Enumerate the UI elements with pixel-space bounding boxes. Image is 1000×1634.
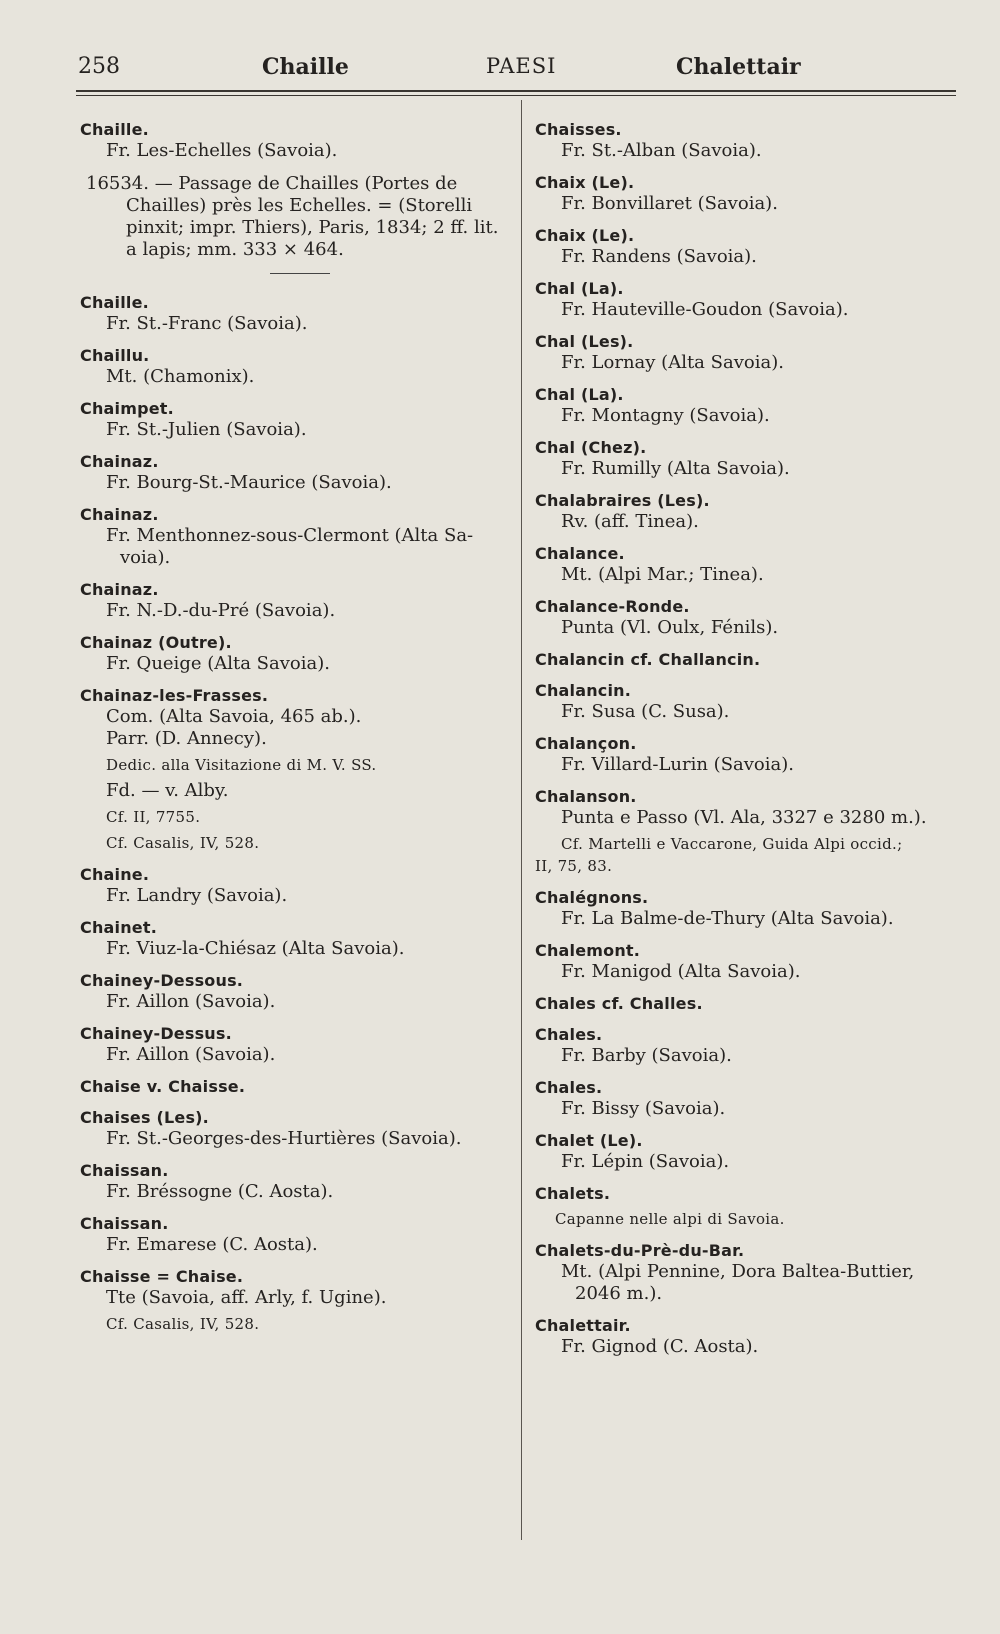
entry-heading: Chaimpet. <box>80 399 174 418</box>
entry-heading: Chaissan. <box>80 1161 169 1180</box>
entry-line: Fr. Queige (Alta Savoia). <box>106 653 330 674</box>
gazetteer-entry <box>80 120 510 162</box>
running-head-right: Chalettair <box>676 54 801 80</box>
entry-line: Fr. Les-Echelles (Savoia). <box>106 140 338 161</box>
entry-line: Fr. St.-Alban (Savoia). <box>561 140 762 161</box>
entry-body: 16534. — Passage de Chailles (Portes de Chailles) près les Echelles. = (Storelli pinxit; impr. Thiers), Paris, 1834; 2 ff. lit. a lapis; mm. 333 × 464. <box>86 173 499 260</box>
entry-heading: Chaille. <box>80 120 149 139</box>
entry-heading: Chalance. <box>535 544 625 563</box>
entry-heading: Chal (Les). <box>535 332 634 351</box>
entry-heading: Chalets. <box>535 1184 611 1203</box>
entry-line: Fr. St.-Julien (Savoia). <box>106 419 307 440</box>
gazetteer-entry <box>80 580 510 622</box>
gazetteer-entry <box>80 1161 510 1203</box>
entry-note: Cf. II, 7755. <box>106 808 201 826</box>
entry-heading: Chaillu. <box>80 346 150 365</box>
entry-note: Capanne nelle alpi di Savoia. <box>555 1210 785 1228</box>
entry-heading: Chales. <box>535 1078 603 1097</box>
gazetteer-entry <box>80 686 510 854</box>
entry-heading: Chalégnons. <box>535 888 649 907</box>
gazetteer-entry <box>535 787 955 877</box>
entry-note: Dedic. alla Visitazione di M. V. SS. <box>106 756 377 774</box>
entry-heading: Chales. <box>535 1025 603 1044</box>
entry-line: Parr. (D. Annecy). <box>106 728 267 749</box>
gazetteer-entry <box>80 633 510 675</box>
catalog-entry <box>80 173 510 274</box>
running-head-left: Chaille <box>262 54 349 80</box>
entry-line: Rv. (aff. Tinea). <box>561 511 699 532</box>
gazetteer-entry <box>80 918 510 960</box>
gazetteer-entry <box>535 734 955 776</box>
entry-heading: Chales cf. Challes. <box>535 994 703 1013</box>
entry-line: Fr. La Balme-de-Thury (Alta Savoia). <box>561 908 894 929</box>
entry-heading: Chalancin. <box>535 681 632 700</box>
gazetteer-entry <box>535 681 955 723</box>
entry-heading: Chaisses. <box>535 120 622 139</box>
entry-heading: Chainey-Dessous. <box>80 971 244 990</box>
entry-line: Fr. Landry (Savoia). <box>106 885 288 906</box>
gazetteer-entry <box>80 293 510 335</box>
entry-line: Fr. Viuz-la-Chiésaz (Alta Savoia). <box>106 938 405 959</box>
entry-line: Fr. Villard-Lurin (Savoia). <box>561 754 794 775</box>
gazetteer-entry <box>80 1024 510 1066</box>
entry-heading: Chalets-du-Prè-du-Bar. <box>535 1241 745 1260</box>
entry-line: Fr. Barby (Savoia). <box>561 1045 732 1066</box>
entry-line: Mt. (Alpi Mar.; Tinea). <box>561 564 764 585</box>
entry-heading: Chaisse = Chaise. <box>80 1267 244 1286</box>
short-rule <box>270 273 330 274</box>
entry-heading: Chalemont. <box>535 941 641 960</box>
gazetteer-entry <box>80 1214 510 1256</box>
entry-heading: Chainaz (Outre). <box>80 633 232 652</box>
entry-heading: Chainey-Dessus. <box>80 1024 232 1043</box>
entry-line: Fr. Gignod (C. Aosta). <box>561 1336 759 1357</box>
entry-line: Fr. Bonvillaret (Savoia). <box>561 193 778 214</box>
gazetteer-entry <box>535 226 955 268</box>
entry-line: Fr. St.-Franc (Savoia). <box>106 313 308 334</box>
entry-heading: Chaille. <box>80 293 149 312</box>
gazetteer-entry <box>535 650 955 670</box>
column-divider <box>521 100 522 1540</box>
entry-line: Fr. St.-Georges-des-Hurtières (Savoia). <box>106 1128 462 1149</box>
gazetteer-entry <box>535 173 955 215</box>
gazetteer-entry <box>80 971 510 1013</box>
entry-line: 2046 m.). <box>575 1283 663 1304</box>
right-column <box>535 120 955 1369</box>
entry-line: Fr. Hauteville-Goudon (Savoia). <box>561 299 849 320</box>
entry-line: Fr. Lépin (Savoia). <box>561 1151 730 1172</box>
entry-line: Fr. Manigod (Alta Savoia). <box>561 961 801 982</box>
entry-line: Fr. Aillon (Savoia). <box>106 991 276 1012</box>
entry-heading: Chainaz. <box>80 452 159 471</box>
gazetteer-entry <box>535 1078 955 1120</box>
entry-heading: Chaise v. Chaisse. <box>80 1077 246 1096</box>
gazetteer-entry <box>535 544 955 586</box>
entry-line: Fr. Randens (Savoia). <box>561 246 757 267</box>
entry-heading: Chainet. <box>80 918 157 937</box>
entry-heading: Chalet (Le). <box>535 1131 643 1150</box>
entry-line: Mt. (Chamonix). <box>106 366 255 387</box>
gazetteer-entry <box>80 1267 510 1335</box>
gazetteer-entry <box>80 452 510 494</box>
page-header <box>0 46 1000 86</box>
gazetteer-entry <box>80 346 510 388</box>
entry-heading: Chaine. <box>80 865 150 884</box>
entry-line: voia). <box>120 547 171 568</box>
entry-line: Fr. Lornay (Alta Savoia). <box>561 352 784 373</box>
entry-note: II, 75, 83. <box>535 857 613 875</box>
entry-heading: Chainaz. <box>80 580 159 599</box>
gazetteer-entry <box>535 120 955 162</box>
entry-line: Tte (Savoia, aff. Arly, f. Ugine). <box>106 1287 387 1308</box>
entry-note: Cf. Martelli e Vaccarone, Guida Alpi occid.; <box>561 835 903 853</box>
entry-line: Fr. Bourg-St.-Maurice (Savoia). <box>106 472 392 493</box>
gazetteer-entry <box>535 941 955 983</box>
gazetteer-entry <box>535 1025 955 1067</box>
header-rule <box>76 90 956 92</box>
gazetteer-entry <box>80 1077 510 1097</box>
page-number: 258 <box>78 54 120 79</box>
entry-line: Fd. — v. Alby. <box>106 780 229 801</box>
entry-line: Fr. Bréssogne (C. Aosta). <box>106 1181 334 1202</box>
entry-line: Mt. (Alpi Pennine, Dora Baltea-Buttier, <box>561 1261 915 1282</box>
entry-line: Fr. Emarese (C. Aosta). <box>106 1234 318 1255</box>
gazetteer-entry <box>535 438 955 480</box>
entry-heading: Chal (Chez). <box>535 438 647 457</box>
header-rule-thin <box>76 95 956 96</box>
gazetteer-entry <box>535 1131 955 1173</box>
entry-heading: Chaises (Les). <box>80 1108 209 1127</box>
gazetteer-entry <box>80 1108 510 1150</box>
entry-line: Com. (Alta Savoia, 465 ab.). <box>106 706 362 727</box>
entry-heading: Chalettair. <box>535 1316 631 1335</box>
entry-line: Fr. Susa (C. Susa). <box>561 701 730 722</box>
gazetteer-entry <box>535 1316 955 1358</box>
entry-heading: Chalançon. <box>535 734 637 753</box>
entry-line: Fr. Aillon (Savoia). <box>106 1044 276 1065</box>
entry-heading: Chalanson. <box>535 787 637 806</box>
gazetteer-entry <box>535 994 955 1014</box>
entry-heading: Chaix (Le). <box>535 226 635 245</box>
entry-note: Cf. Casalis, IV, 528. <box>106 834 260 852</box>
gazetteer-entry <box>535 491 955 533</box>
gazetteer-entry <box>535 597 955 639</box>
gazetteer-entry <box>535 1241 955 1305</box>
gazetteer-entry <box>535 888 955 930</box>
entry-line: Fr. Montagny (Savoia). <box>561 405 770 426</box>
gazetteer-entry <box>535 332 955 374</box>
entry-heading: Chalancin cf. Challancin. <box>535 650 761 669</box>
entry-heading: Chalance-Ronde. <box>535 597 690 616</box>
gazetteer-entry <box>535 1184 955 1230</box>
entry-line: Fr. Rumilly (Alta Savoia). <box>561 458 790 479</box>
entry-heading: Chalabraires (Les). <box>535 491 710 510</box>
entry-heading: Chainaz. <box>80 505 159 524</box>
gazetteer-entry <box>80 399 510 441</box>
entry-line: Punta (Vl. Oulx, Fénils). <box>561 617 779 638</box>
gazetteer-entry <box>535 279 955 321</box>
entry-line: Punta e Passo (Vl. Ala, 3327 e 3280 m.). <box>561 807 927 828</box>
entry-heading: Chaissan. <box>80 1214 169 1233</box>
left-column <box>80 120 510 1346</box>
entry-heading: Chainaz-les-Frasses. <box>80 686 269 705</box>
gazetteer-entry <box>80 505 510 569</box>
gazetteer-entry <box>80 865 510 907</box>
entry-line: Fr. Bissy (Savoia). <box>561 1098 726 1119</box>
gazetteer-entry <box>535 385 955 427</box>
entry-note: Cf. Casalis, IV, 528. <box>106 1315 260 1333</box>
entry-heading: Chaix (Le). <box>535 173 635 192</box>
entry-heading: Chal (La). <box>535 279 624 298</box>
entry-heading: Chal (La). <box>535 385 624 404</box>
entry-line: Fr. N.-D.-du-Pré (Savoia). <box>106 600 336 621</box>
entry-line: Fr. Menthonnez-sous-Clermont (Alta Sa- <box>106 525 474 546</box>
section-title: PAESI <box>486 54 557 78</box>
